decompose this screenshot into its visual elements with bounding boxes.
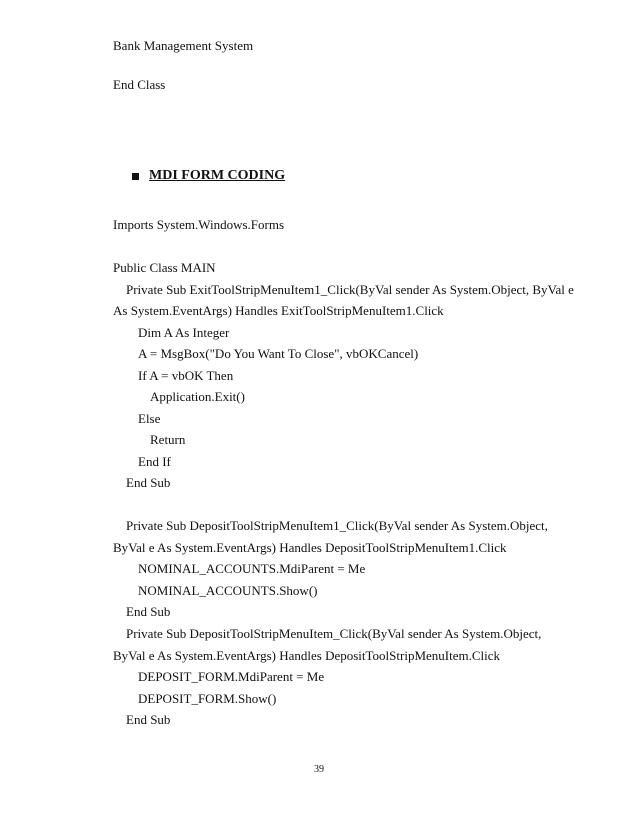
code-line: Private Sub ExitToolStripMenuItem1_Click(ByVal sender As System.Object, ByVal e (126, 282, 574, 297)
code-line: DEPOSIT_FORM.Show() (138, 691, 277, 706)
section-heading (132, 168, 285, 184)
code-line: ByVal e As System.EventArgs) Handles DepositToolStripMenuItem1.Click (113, 540, 507, 555)
code-line: If A = vbOK Then (138, 368, 234, 383)
code-line: ByVal e As System.EventArgs) Handles DepositToolStripMenuItem.Click (113, 648, 501, 663)
code-line: Private Sub DepositToolStripMenuItem1_Click(ByVal sender As System.Object, (126, 518, 548, 533)
code-line: Dim A As Integer (138, 325, 230, 340)
code-line: NOMINAL_ACCOUNTS.MdiParent = Me (138, 561, 366, 576)
end-class-line: End Class (113, 77, 166, 92)
code-line: End Sub (126, 475, 171, 490)
code-line: End Sub (126, 604, 171, 619)
section-heading-text: MDI FORM CODING (149, 168, 286, 183)
code-line: End If (138, 454, 171, 469)
document-title: Bank Management System (113, 38, 254, 53)
code-line: Public Class MAIN (113, 260, 216, 275)
code-line: Application.Exit() (150, 389, 245, 404)
code-line: As System.EventArgs) Handles ExitToolStripMenuItem1.Click (113, 303, 444, 318)
code-line: DEPOSIT_FORM.MdiParent = Me (138, 669, 325, 684)
code-line: NOMINAL_ACCOUNTS.Show() (138, 583, 318, 598)
page-number: 39 (314, 764, 324, 775)
code-line: A = MsgBox("Do You Want To Close", vbOKCancel) (138, 346, 419, 361)
square-bullet-icon (132, 173, 139, 180)
code-line: Return (150, 432, 186, 447)
code-line: Imports System.Windows.Forms (113, 217, 285, 232)
code-line: Else (138, 411, 161, 426)
code-line: End Sub (126, 712, 171, 727)
code-line: Private Sub DepositToolStripMenuItem_Click(ByVal sender As System.Object, (126, 626, 542, 641)
